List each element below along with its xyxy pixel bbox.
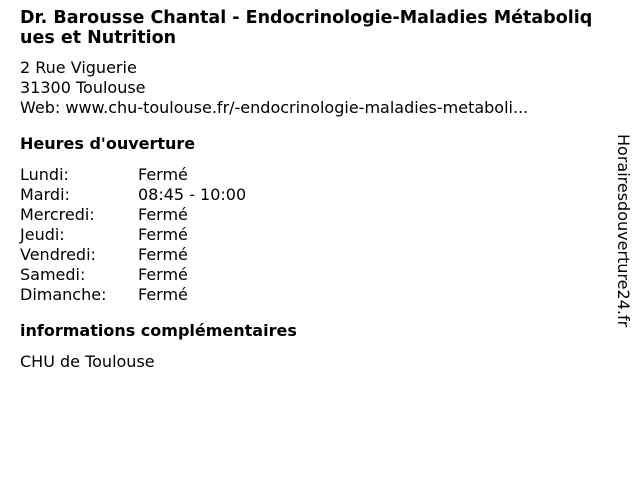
day-label: Samedi: — [20, 265, 86, 284]
watermark-text: Horairesdouverture24.fr — [614, 134, 633, 328]
hours-value: Fermé — [138, 285, 188, 304]
hours-value: Fermé — [138, 165, 188, 184]
hours-value: Fermé — [138, 265, 188, 284]
listing-card — [20, 8, 600, 372]
page-title: Dr. Barousse Chantal - Endocrinologie-Maladies Métaboliques et Nutrition — [20, 8, 593, 48]
hours-value: 08:45 - 10:00 — [138, 185, 247, 204]
info-heading: informations complémentaires — [20, 321, 297, 340]
hours-value: Fermé — [138, 205, 188, 224]
hours-row-monday — [20, 165, 600, 185]
hours-row-friday — [20, 245, 600, 265]
address-city: 31300 Toulouse — [20, 78, 146, 97]
website-link[interactable]: Web: www.chu-toulouse.fr/-endocrinologie-maladies-metaboli... — [20, 98, 529, 117]
hours-row-thursday — [20, 225, 600, 245]
day-label: Mercredi: — [20, 205, 95, 224]
address-street: 2 Rue Viguerie — [20, 58, 137, 77]
hours-heading: Heures d'ouverture — [20, 134, 196, 153]
info-text: CHU de Toulouse — [20, 352, 155, 371]
hours-row-saturday — [20, 265, 600, 285]
day-label: Jeudi: — [20, 225, 65, 244]
hours-value: Fermé — [138, 245, 188, 264]
hours-row-sunday — [20, 285, 600, 305]
day-label: Mardi: — [20, 185, 70, 204]
day-label: Lundi: — [20, 165, 69, 184]
day-label: Dimanche: — [20, 285, 107, 304]
hours-value: Fermé — [138, 225, 188, 244]
hours-row-wednesday — [20, 205, 600, 225]
hours-table — [20, 165, 600, 305]
address-block — [20, 58, 600, 118]
site-watermark — [611, 134, 635, 344]
hours-row-tuesday — [20, 185, 600, 205]
day-label: Vendredi: — [20, 245, 96, 264]
